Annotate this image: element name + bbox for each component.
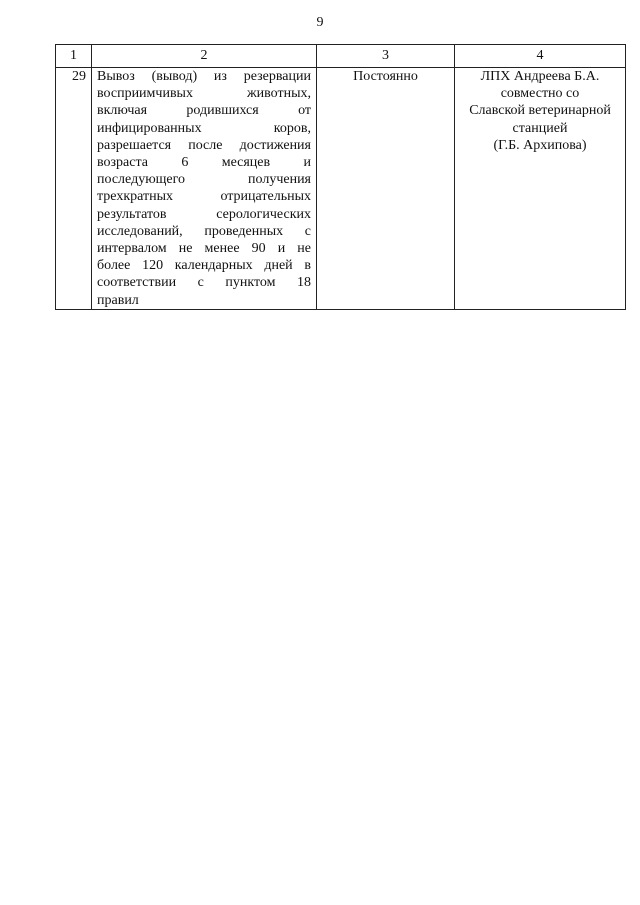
measure-line: исследований, проведенных с	[97, 223, 311, 239]
table-row	[56, 68, 626, 310]
measure-line: возраста 6 месяцев и	[97, 155, 311, 171]
responsible-line: станцией	[512, 120, 568, 136]
responsible-cell	[455, 68, 626, 310]
column-header-3: 3	[317, 45, 455, 68]
measure-line: инфицированных коров,	[97, 120, 311, 136]
measure-line: Вывоз (вывод) из резервации	[97, 69, 311, 84]
measure-line: более 120 календарных дней в	[97, 258, 311, 274]
measure-line: результатов серологических	[97, 206, 311, 222]
measure-line: разрешается после достижения	[97, 137, 311, 153]
responsible-line: (Г.Б. Архипова)	[493, 137, 587, 153]
column-header-2: 2	[92, 45, 317, 68]
responsible-line: совместно со	[500, 86, 580, 102]
measure-line: последующего получения	[97, 172, 311, 188]
measure-line: интервалом не менее 90 и не	[97, 241, 311, 257]
responsible-line: ЛПХ Андреева Б.А.	[480, 69, 600, 84]
term-cell: Постоянно	[317, 68, 455, 310]
measure-line: трехкратных отрицательных	[97, 189, 311, 205]
column-header-4: 4	[455, 45, 626, 68]
measure-line: соответствии с пунктом 18	[97, 275, 311, 291]
page-number: 9	[316, 15, 324, 30]
measure-line: правил	[97, 292, 139, 308]
measure-line: восприимчивых животных,	[97, 86, 311, 102]
responsible-line: Славской ветеринарной	[469, 103, 611, 119]
measures-table	[55, 44, 626, 310]
row-number: 29	[56, 68, 92, 310]
measure-description	[92, 68, 317, 310]
table-header-row	[56, 45, 626, 68]
measure-line: включая родившихся от	[97, 103, 311, 119]
column-header-1: 1	[56, 45, 92, 68]
